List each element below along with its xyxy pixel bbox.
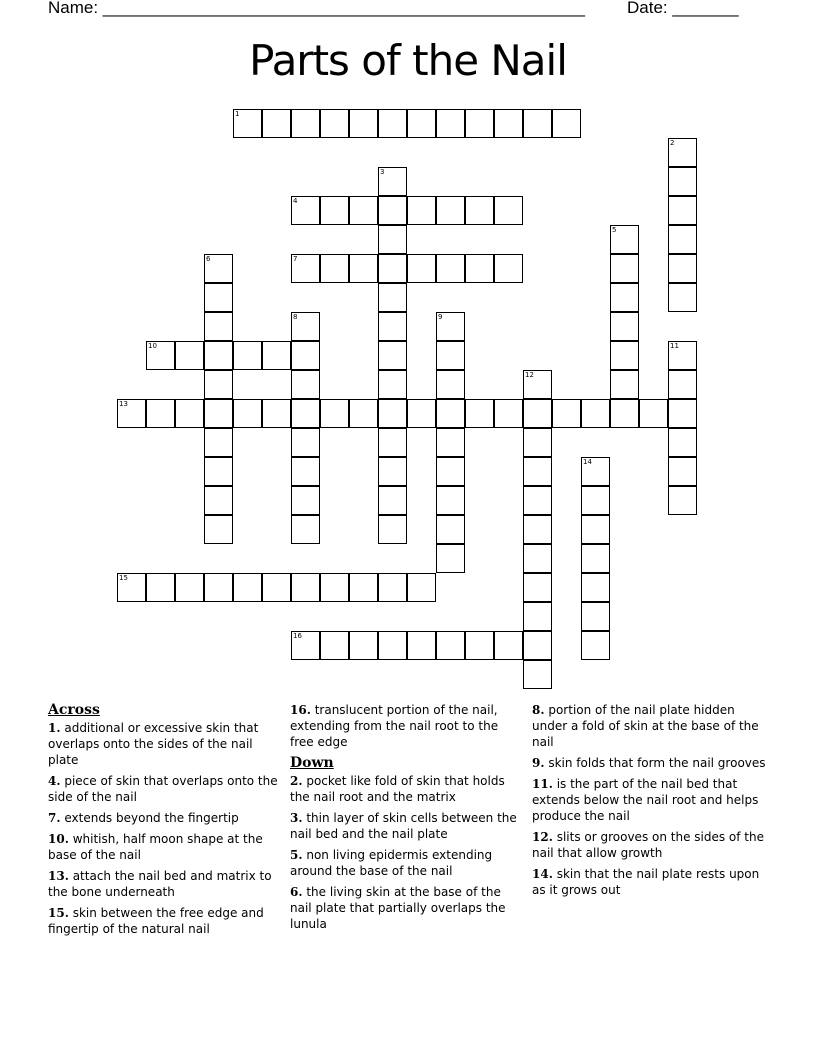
crossword-cell[interactable] bbox=[233, 573, 262, 602]
crossword-cell[interactable] bbox=[378, 631, 407, 660]
crossword-cell[interactable] bbox=[175, 341, 204, 370]
crossword-cell[interactable] bbox=[581, 515, 610, 544]
clue-number: 6. bbox=[290, 885, 303, 899]
clue-text: translucent portion of the nail, extending from the nail root to the free edge bbox=[290, 703, 499, 749]
crossword-cell[interactable] bbox=[436, 399, 465, 428]
crossword-cell[interactable] bbox=[378, 486, 407, 515]
crossword-cell[interactable] bbox=[523, 602, 552, 631]
crossword-cell[interactable] bbox=[552, 399, 581, 428]
crossword-cell[interactable] bbox=[436, 196, 465, 225]
crossword-cell[interactable] bbox=[378, 370, 407, 399]
crossword-cell[interactable] bbox=[378, 225, 407, 254]
clue-text: piece of skin that overlaps onto the side of the nail bbox=[48, 774, 278, 804]
crossword-cell[interactable] bbox=[378, 109, 407, 138]
crossword-cell[interactable] bbox=[320, 631, 349, 660]
clue-number: 7. bbox=[48, 811, 61, 825]
crossword-cell[interactable] bbox=[523, 573, 552, 602]
crossword-cell[interactable] bbox=[610, 399, 639, 428]
crossword-cell[interactable] bbox=[378, 573, 407, 602]
clue-text: skin between the free edge and fingertip of the natural nail bbox=[48, 906, 264, 936]
clue-item bbox=[48, 773, 286, 805]
crossword-cell[interactable] bbox=[523, 486, 552, 515]
crossword-cell[interactable] bbox=[407, 399, 436, 428]
clue-item bbox=[532, 776, 772, 824]
clue-number: 15. bbox=[48, 906, 69, 920]
clue-text: is the part of the nail bed that extends below the nail root and helps produce the nail bbox=[532, 777, 759, 823]
crossword-cell[interactable] bbox=[262, 341, 291, 370]
crossword-cell[interactable] bbox=[581, 399, 610, 428]
clue-text: whitish, half moon shape at the base of the nail bbox=[48, 832, 263, 862]
crossword-cell[interactable] bbox=[320, 573, 349, 602]
clue-number: 8. bbox=[532, 703, 545, 717]
crossword-cell[interactable] bbox=[204, 370, 233, 399]
clue-number-label: 8 bbox=[293, 313, 298, 321]
crossword-cell[interactable] bbox=[204, 312, 233, 341]
page-title: Parts of the Nail bbox=[249, 36, 567, 85]
crossword-cell[interactable] bbox=[523, 515, 552, 544]
crossword-cell[interactable] bbox=[204, 341, 233, 370]
crossword-cell[interactable] bbox=[494, 254, 523, 283]
crossword-cell[interactable] bbox=[523, 544, 552, 573]
clue-item bbox=[532, 829, 772, 861]
crossword-cell[interactable] bbox=[436, 457, 465, 486]
clue-number-label: 1 bbox=[235, 110, 240, 118]
clue-item bbox=[48, 810, 286, 826]
crossword-cell[interactable] bbox=[349, 631, 378, 660]
clues-column-1 bbox=[48, 702, 286, 942]
clue-text: extends beyond the fingertip bbox=[60, 811, 239, 825]
crossword-cell[interactable] bbox=[494, 196, 523, 225]
clue-number-label: 15 bbox=[119, 574, 128, 582]
crossword-cell[interactable] bbox=[465, 399, 494, 428]
clue-number-label: 11 bbox=[670, 342, 679, 350]
crossword-cell[interactable] bbox=[291, 573, 320, 602]
crossword-cell[interactable] bbox=[581, 486, 610, 515]
clue-item bbox=[48, 720, 286, 768]
clues-column-3 bbox=[532, 702, 772, 903]
crossword-cell[interactable] bbox=[494, 109, 523, 138]
clue-text: pocket like fold of skin that holds the nail root and the matrix bbox=[290, 774, 505, 804]
clue-item bbox=[290, 847, 522, 879]
crossword-cell[interactable] bbox=[262, 399, 291, 428]
crossword-cell[interactable] bbox=[349, 196, 378, 225]
crossword-cell[interactable] bbox=[668, 254, 697, 283]
clue-item bbox=[532, 866, 772, 898]
crossword-cell[interactable] bbox=[668, 370, 697, 399]
date-field-label: Date: _______ bbox=[627, 0, 739, 17]
clue-item bbox=[532, 755, 772, 771]
crossword-cell[interactable] bbox=[349, 254, 378, 283]
across-heading: Across bbox=[48, 702, 100, 718]
crossword-cell[interactable] bbox=[204, 283, 233, 312]
clue-number-label: 12 bbox=[525, 371, 534, 379]
crossword-cell[interactable] bbox=[436, 486, 465, 515]
crossword-cell[interactable] bbox=[523, 109, 552, 138]
crossword-cell[interactable] bbox=[378, 428, 407, 457]
clue-number: 13. bbox=[48, 869, 69, 883]
crossword-cell[interactable] bbox=[407, 196, 436, 225]
crossword-cell[interactable] bbox=[668, 399, 697, 428]
clue-number: 4. bbox=[48, 774, 61, 788]
crossword-cell[interactable] bbox=[668, 428, 697, 457]
crossword-cell[interactable] bbox=[668, 167, 697, 196]
crossword-cell[interactable] bbox=[320, 196, 349, 225]
crossword-cell[interactable] bbox=[291, 399, 320, 428]
crossword-cell[interactable] bbox=[291, 109, 320, 138]
clue-text: attach the nail bed and matrix to the bone underneath bbox=[48, 869, 272, 899]
crossword-cell[interactable] bbox=[581, 602, 610, 631]
crossword-cell[interactable] bbox=[291, 428, 320, 457]
crossword-cell[interactable] bbox=[436, 370, 465, 399]
clue-number: 11. bbox=[532, 777, 553, 791]
crossword-cell[interactable] bbox=[581, 631, 610, 660]
crossword-cell[interactable] bbox=[378, 312, 407, 341]
crossword-cell[interactable] bbox=[436, 544, 465, 573]
crossword-cell[interactable] bbox=[146, 573, 175, 602]
crossword-cell[interactable] bbox=[494, 631, 523, 660]
crossword-cell[interactable] bbox=[668, 486, 697, 515]
crossword-cell[interactable] bbox=[581, 544, 610, 573]
crossword-cell[interactable] bbox=[378, 399, 407, 428]
clue-number-label: 4 bbox=[293, 197, 298, 205]
clues-column-2 bbox=[290, 702, 522, 937]
clue-number: 3. bbox=[290, 811, 303, 825]
clue-text: skin folds that form the nail grooves bbox=[544, 756, 766, 770]
crossword-cell[interactable] bbox=[465, 109, 494, 138]
crossword-cell[interactable] bbox=[523, 631, 552, 660]
crossword-cell[interactable] bbox=[407, 109, 436, 138]
crossword-cell[interactable] bbox=[581, 573, 610, 602]
crossword-cell[interactable] bbox=[436, 428, 465, 457]
crossword-cell[interactable] bbox=[436, 109, 465, 138]
crossword-cell[interactable] bbox=[291, 370, 320, 399]
crossword-cell[interactable] bbox=[407, 254, 436, 283]
crossword-cell[interactable] bbox=[523, 660, 552, 689]
clue-text: the living skin at the base of the nail plate that partially overlaps the lunula bbox=[290, 885, 506, 931]
crossword-cell[interactable] bbox=[204, 457, 233, 486]
crossword-cell[interactable] bbox=[436, 515, 465, 544]
crossword-cell[interactable] bbox=[436, 341, 465, 370]
crossword-cell[interactable] bbox=[175, 399, 204, 428]
crossword-cell[interactable] bbox=[494, 399, 523, 428]
clue-text: slits or grooves on the sides of the nail that allow growth bbox=[532, 830, 765, 860]
crossword-cell[interactable] bbox=[668, 225, 697, 254]
clue-number-label: 6 bbox=[206, 255, 211, 263]
crossword-cell[interactable] bbox=[436, 254, 465, 283]
clue-number: 14. bbox=[532, 867, 553, 881]
clue-item bbox=[290, 810, 522, 842]
clue-number: 1. bbox=[48, 721, 61, 735]
crossword-cell[interactable] bbox=[291, 515, 320, 544]
clue-item bbox=[290, 884, 522, 932]
crossword-cell[interactable] bbox=[668, 196, 697, 225]
clue-text: non living epidermis extending around the base of the nail bbox=[290, 848, 493, 878]
clue-text: additional or excessive skin that overlaps onto the sides of the nail plate bbox=[48, 721, 259, 767]
crossword-cell[interactable] bbox=[610, 254, 639, 283]
clue-number: 2. bbox=[290, 774, 303, 788]
clue-number-label: 7 bbox=[293, 255, 298, 263]
crossword-cell[interactable] bbox=[291, 486, 320, 515]
clue-item bbox=[48, 868, 286, 900]
clue-number-label: 16 bbox=[293, 632, 302, 640]
clue-number-label: 2 bbox=[670, 139, 675, 147]
crossword-cell[interactable] bbox=[291, 457, 320, 486]
clue-item bbox=[290, 773, 522, 805]
crossword-cell[interactable] bbox=[291, 341, 320, 370]
crossword-cell[interactable] bbox=[262, 573, 291, 602]
clue-text: thin layer of skin cells between the nail bed and the nail plate bbox=[290, 811, 517, 841]
clue-number-label: 3 bbox=[380, 168, 385, 176]
clue-text: portion of the nail plate hidden under a fold of skin at the base of the nail bbox=[532, 703, 759, 749]
clue-number-label: 5 bbox=[612, 226, 617, 234]
crossword-cell[interactable] bbox=[610, 312, 639, 341]
crossword-cell[interactable] bbox=[204, 399, 233, 428]
crossword-cell[interactable] bbox=[610, 341, 639, 370]
clue-number: 9. bbox=[532, 756, 545, 770]
clue-number-label: 13 bbox=[119, 400, 128, 408]
crossword-cell[interactable] bbox=[407, 631, 436, 660]
crossword-cell[interactable] bbox=[204, 515, 233, 544]
crossword-cell[interactable] bbox=[349, 573, 378, 602]
crossword-cell[interactable] bbox=[407, 573, 436, 602]
crossword-cell[interactable] bbox=[523, 457, 552, 486]
crossword-cell[interactable] bbox=[465, 631, 494, 660]
crossword-cell[interactable] bbox=[320, 109, 349, 138]
crossword-cell[interactable] bbox=[523, 399, 552, 428]
crossword-cell[interactable] bbox=[349, 399, 378, 428]
crossword-cell[interactable] bbox=[146, 399, 175, 428]
crossword-cell[interactable] bbox=[668, 283, 697, 312]
crossword-cell[interactable] bbox=[204, 486, 233, 515]
crossword-cell[interactable] bbox=[610, 370, 639, 399]
clue-number: 16. bbox=[290, 703, 311, 717]
crossword-cell[interactable] bbox=[349, 109, 378, 138]
crossword-cell[interactable] bbox=[233, 341, 262, 370]
crossword-cell[interactable] bbox=[378, 341, 407, 370]
crossword-cell[interactable] bbox=[204, 428, 233, 457]
crossword-cell[interactable] bbox=[175, 573, 204, 602]
crossword-cell[interactable] bbox=[523, 428, 552, 457]
crossword-cell[interactable] bbox=[668, 457, 697, 486]
clue-number-label: 9 bbox=[438, 313, 443, 321]
crossword-cell[interactable] bbox=[378, 457, 407, 486]
crossword-cell[interactable] bbox=[233, 399, 262, 428]
clue-number-label: 14 bbox=[583, 458, 592, 466]
clue-text: skin that the nail plate rests upon as it grows out bbox=[532, 867, 760, 897]
crossword-cell[interactable] bbox=[204, 573, 233, 602]
crossword-cell[interactable] bbox=[320, 254, 349, 283]
crossword-cell[interactable] bbox=[378, 283, 407, 312]
clue-item bbox=[48, 905, 286, 937]
crossword-cell[interactable] bbox=[320, 399, 349, 428]
clue-item bbox=[48, 831, 286, 863]
clue-item bbox=[290, 702, 522, 750]
crossword-cell[interactable] bbox=[552, 109, 581, 138]
crossword-cell[interactable] bbox=[378, 515, 407, 544]
crossword-cell[interactable] bbox=[378, 196, 407, 225]
down-heading: Down bbox=[290, 755, 334, 771]
clue-number: 10. bbox=[48, 832, 69, 846]
name-field-label: Name: ___________________________________________________ bbox=[48, 0, 585, 17]
crossword-cell[interactable] bbox=[639, 399, 668, 428]
clue-number: 12. bbox=[532, 830, 553, 844]
crossword-cell[interactable] bbox=[262, 109, 291, 138]
clue-item bbox=[532, 702, 772, 750]
crossword-cell[interactable] bbox=[378, 254, 407, 283]
crossword-cell[interactable] bbox=[610, 283, 639, 312]
clue-number: 5. bbox=[290, 848, 303, 862]
crossword-cell[interactable] bbox=[465, 254, 494, 283]
crossword-cell[interactable] bbox=[436, 631, 465, 660]
crossword-cell[interactable] bbox=[465, 196, 494, 225]
clue-number-label: 10 bbox=[148, 342, 157, 350]
